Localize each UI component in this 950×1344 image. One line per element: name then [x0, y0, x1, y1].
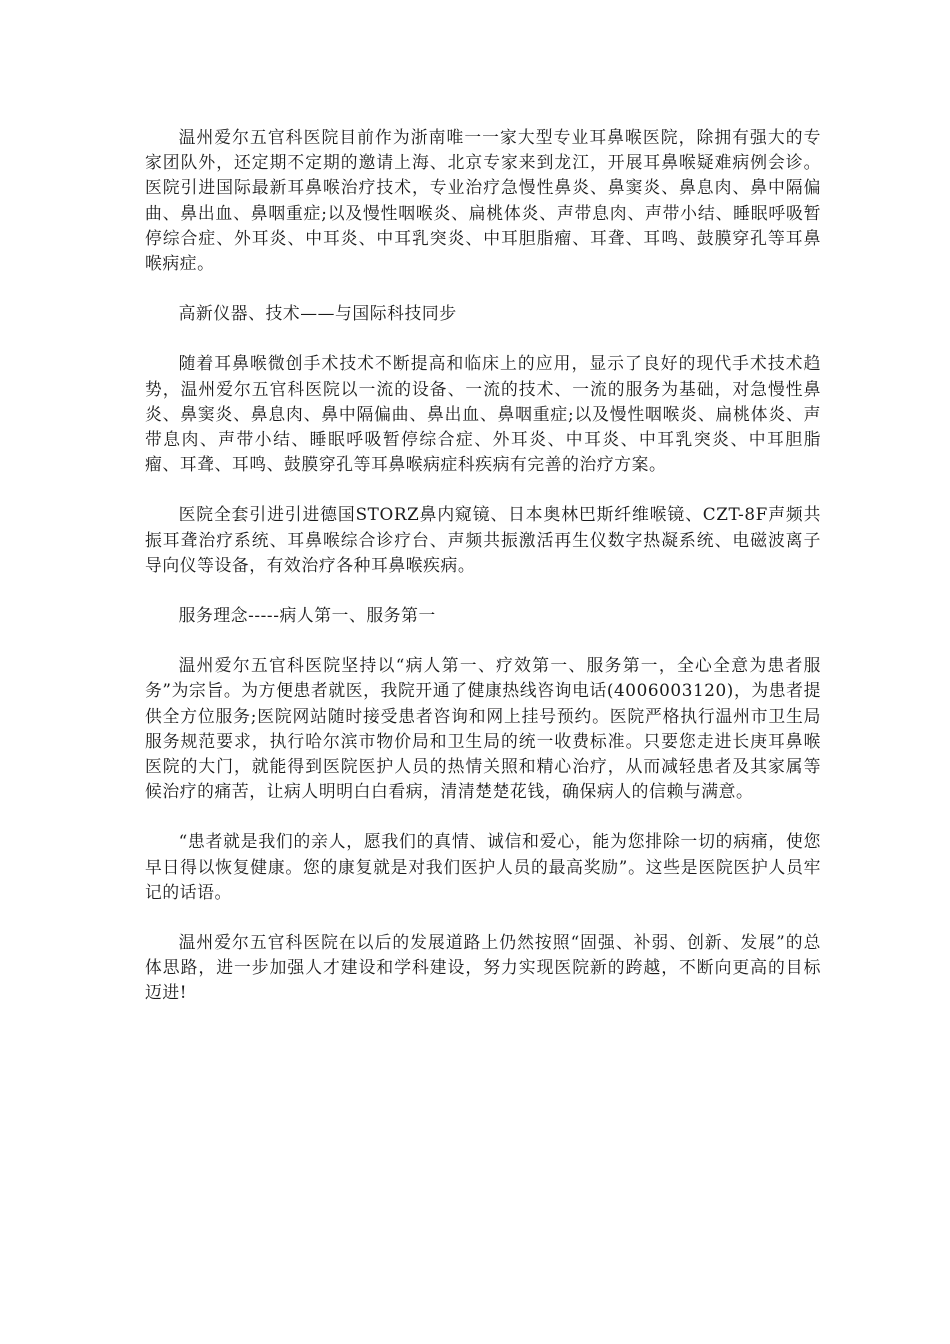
paragraph-equipment: 医院全套引进引进德国STORZ鼻内窥镜、日本奥林巴斯纤维喉镜、CZT-8F声频共振耳聋治疗系统、耳鼻喉综合诊疗台、声频共振激活再生仪数字热凝系统、电磁波离子导向仪等设备，有效治疗各种耳鼻喉疾病。: [145, 504, 821, 575]
section-heading-service: 服务理念-----病人第一、服务第一: [178, 605, 436, 626]
paragraph-quote: “患者就是我们的亲人，愿我们的真情、诚信和爱心，能为您排除一切的病痛，使您早日得以恢复健康。您的康复就是对我们医护人员的最高奖励”。这些是医院医护人员牢记的话语。: [145, 831, 821, 902]
document-body: [145, 125, 821, 1031]
paragraph-future: 温州爱尔五官科医院在以后的发展道路上仍然按照“固强、补弱、创新、发展”的总体思路，进一步加强人才建设和学科建设，努力实现医院新的跨越，不断向更高的目标迈进!: [145, 932, 821, 1003]
section-heading-technology: 高新仪器、技术——与国际科技同步: [178, 303, 457, 324]
paragraph-technology: 随着耳鼻喉微创手术技术不断提高和临床上的应用，显示了良好的现代手术技术趋势，温州爱尔五官科医院以一流的设备、一流的技术、一流的服务为基础，对急慢性鼻炎、鼻窦炎、鼻息肉、鼻中隔偏曲、鼻出血、鼻咽重症;以及慢性咽喉炎、扁桃体炎、声带息肉、声带小结、睡眠呼吸暂停综合症、外耳炎、中耳炎、中耳乳突炎、中耳胆脂瘤、耳聋、耳鸣、鼓膜穿孔等耳鼻喉病症科疾病有完善的治疗方案。: [145, 353, 821, 475]
paragraph-service: 温州爱尔五官科医院坚持以“病人第一、疗效第一、服务第一，全心全意为患者服务”为宗旨。为方便患者就医，我院开通了健康热线咨询电话(4006003120)，为患者提供全方位服务;医院网站随时接受患者咨询和网上挂号预约。医院严格执行温州市卫生局服务规范要求，执行哈尔滨市物价局和卫生局的统一收费标准。只要您走进长庚耳鼻喉医院的大门，就能得到医院医护人员的热情关照和精心治疗，从而减轻患者及其家属等候治疗的痛苦，让病人明明白白看病，清清楚楚花钱，确保病人的信赖与满意。: [145, 655, 821, 802]
paragraph-intro: 温州爱尔五官科医院目前作为浙南唯一一家大型专业耳鼻喉医院，除拥有强大的专家团队外，还定期不定期的邀请上海、北京专家来到龙江，开展耳鼻喉疑难病例会诊。医院引进国际最新耳鼻喉治疗技术，专业治疗急慢性鼻炎、鼻窦炎、鼻息肉、鼻中隔偏曲、鼻出血、鼻咽重症;以及慢性咽喉炎、扁桃体炎、声带息肉、声带小结、睡眠呼吸暂停综合症、外耳炎、中耳炎、中耳乳突炎、中耳胆脂瘤、耳聋、耳鸣、鼓膜穿孔等耳鼻喉病症。: [145, 127, 821, 274]
